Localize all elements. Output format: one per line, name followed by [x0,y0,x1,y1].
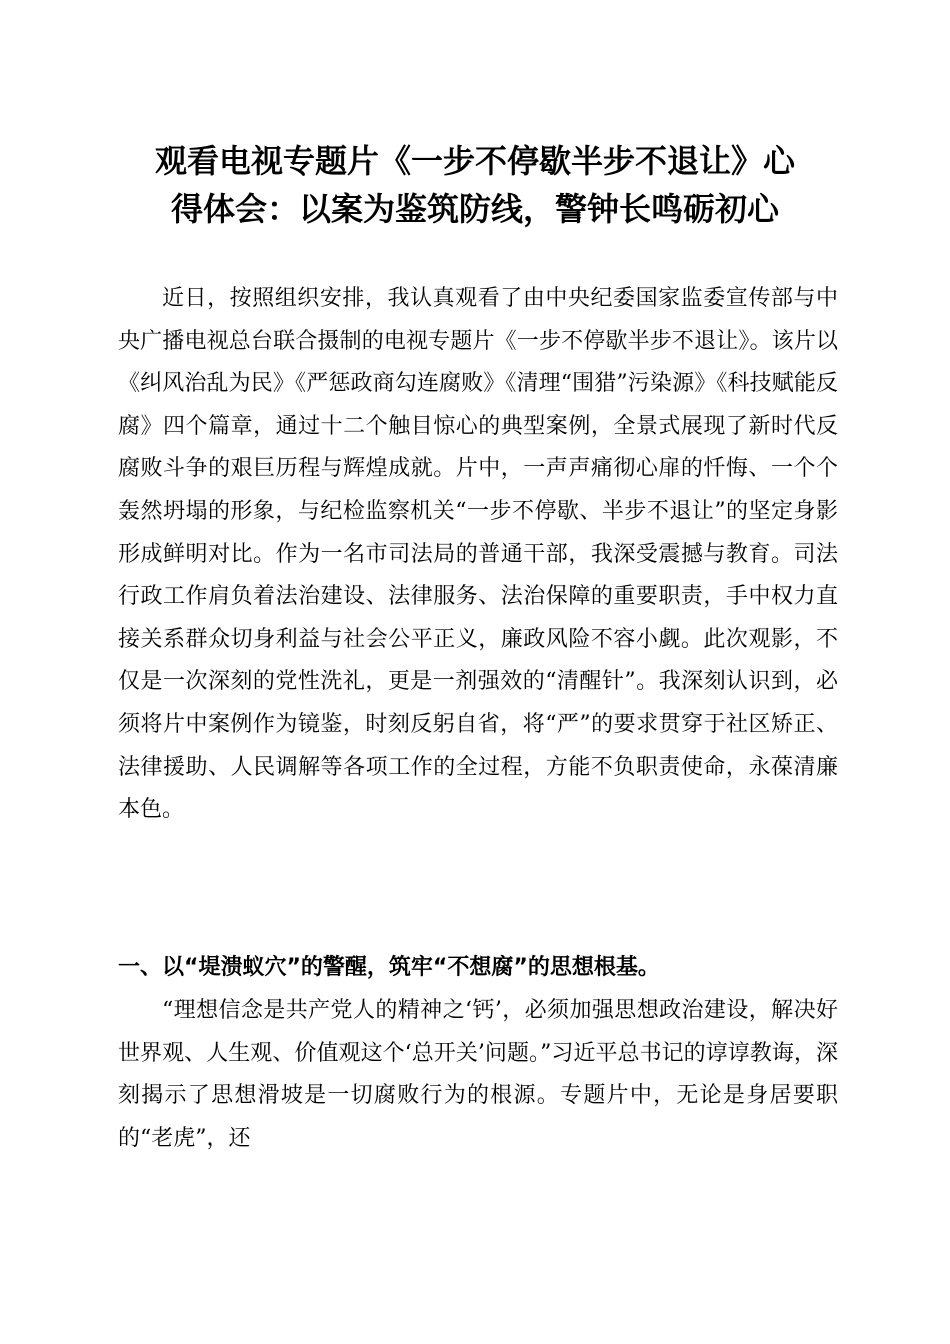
intro-paragraph: 近日，按照组织安排，我认真观看了由中央纪委国家监委宣传部与中央广播电视总台联合摄制的电视专题片《一步不停歇半步不退让》。该片以《纠风治乱为民》《严惩政商勾连腐败》《清理“围猎”污染源》《科技赋能反腐》四个篇章，通过十二个触目惊心的典型案例，全景式展现了新时代反腐败斗争的艰巨历程与辉煌成就。片中，一声声痛彻心扉的忏悔、一个个轰然坍塌的形象，与纪检监察机关“一步不停歇、半步不退让”的坚定身影形成鲜明对比。作为一名市司法局的普通干部，我深受震撼与教育。司法行政工作肩负着法治建设、法律服务、法治保障的重要职责，手中权力直接关系群众切身利益与社会公平正义，廉政风险不容小觑。此次观影，不仅是一次深刻的党性洗礼，更是一剂强效的“清醒针”。我深刻认识到，必须将片中案例作为镜鉴，时刻反躬自省，将“严”的要求贯穿于社区矫正、法律援助、人民调解等各项工作的全过程，方能不负职责使命，永葆清廉本色。 [118,286,838,823]
section-1-paragraph: “理想信念是共产党人的精神之‘钙’，必须加强思想政治建设，解决好世界观、人生观、价值观这个‘总开关’问题。”习近平总书记的谆谆教诲，深刻揭示了思想滑坡是一切腐败行为的根源。专题片中，无论是身居要职的“老虎”，还 [118,998,838,1151]
title-line-1: 观看电视专题片《一步不停歇半步不退让》心 [154,142,795,180]
document-title [100,137,850,233]
title-line-2: 得体会：以案为鉴筑防线，警钟长鸣砺初心 [170,190,779,228]
section-heading-1: 一、以“堤溃蚁穴”的警醒，筑牢“不想腐”的思想根基。 [118,955,660,980]
